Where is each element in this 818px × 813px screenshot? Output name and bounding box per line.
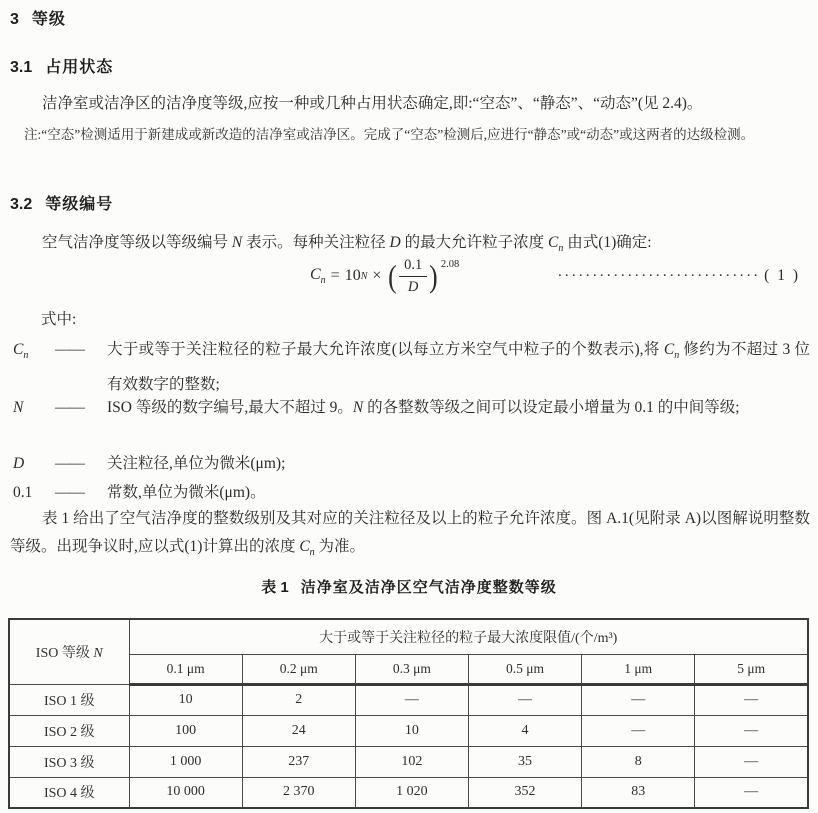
- chapter-number: 3: [10, 11, 19, 28]
- text-fragment: 空气洁净度等级以等级编号: [42, 234, 232, 251]
- definition-text-D: 关注粒径,单位为微米(μm);: [107, 455, 286, 472]
- value-cell: 2 370: [242, 777, 355, 808]
- note-text: “空态”检测适用于新建成或新改造的洁净室或洁净区。完成了“空态”检测后,应进行“静态”或“动态”或这两者的达级检测。: [41, 127, 755, 142]
- open-parenthesis: (: [388, 258, 397, 294]
- equation-leader-dots: ·····························: [557, 267, 761, 284]
- variable-letter: C: [663, 341, 675, 358]
- value-cell: —: [695, 684, 808, 715]
- definition-dash: ——: [55, 399, 84, 416]
- value-cell: 4: [468, 715, 581, 746]
- value-cell: 1 020: [355, 777, 468, 808]
- table-row-iso-1: [9, 684, 808, 715]
- value-cell: 2: [242, 684, 355, 715]
- corner-header-cell: [9, 619, 129, 684]
- variable-N: N: [352, 399, 364, 416]
- value-cell: 10: [129, 684, 242, 715]
- value-cell: —: [355, 684, 468, 715]
- section-3-2-title: 等级编号: [45, 196, 114, 213]
- variable-D: D: [389, 234, 401, 251]
- text-fragment: 的最大允许粒子浓度: [400, 234, 548, 251]
- value-cell: 10: [355, 715, 468, 746]
- column-header-5um: 5 μm: [695, 654, 808, 684]
- definition-text-Cn: [107, 336, 810, 399]
- value-cell: 83: [582, 777, 695, 808]
- variable-Cn-letter: C: [547, 234, 559, 251]
- section-3-2-number: 3.2: [10, 196, 33, 213]
- table-1-caption-title: 洁净室及洁净区空气洁净度整数等级: [300, 579, 557, 596]
- definition-Cn: [13, 336, 810, 399]
- corner-header-text: ISO 等级: [35, 645, 94, 661]
- text-fragment: 的各整数等级之间可以设定最小增量为 0.1 的中间等级;: [363, 399, 740, 416]
- definition-D: [13, 450, 810, 479]
- value-cell: 100: [129, 715, 242, 746]
- section-3-1-number: 3.1: [10, 59, 33, 76]
- column-header-0.1um: 0.1 μm: [129, 654, 242, 684]
- variable-subscript: n: [674, 350, 680, 362]
- iso-cleanliness-class-table: [8, 618, 809, 809]
- definition-term-N: N: [13, 399, 24, 416]
- definition-dash: ——: [55, 455, 84, 472]
- term-letter: C: [13, 341, 24, 358]
- multiplication-sign: ×: [372, 267, 382, 284]
- equation-1: [10, 254, 800, 298]
- definition-term-D: D: [13, 455, 25, 472]
- table-row-iso-2: [9, 715, 808, 746]
- text-fragment: 表示。每种关注粒径: [242, 234, 390, 251]
- value-cell: 24: [242, 715, 355, 746]
- definition-term-0-1: 0.1: [13, 484, 33, 501]
- section-3-1-heading: [10, 54, 113, 77]
- definition-text-0-1: 常数,单位为微米(μm)。: [107, 484, 266, 501]
- close-parenthesis: ): [429, 258, 438, 294]
- value-cell: —: [582, 684, 695, 715]
- note-block: [24, 121, 800, 150]
- variable-subscript: n: [309, 547, 315, 559]
- exponent-2-08: 2.08: [440, 258, 460, 270]
- row-label-cell: ISO 3 级: [9, 746, 129, 777]
- value-cell: 1 000: [129, 746, 242, 777]
- base-ten: 10: [344, 267, 361, 284]
- definition-0-1: [13, 479, 810, 508]
- fraction-denominator: D: [407, 278, 419, 295]
- paragraph-occupancy-states: 洁净室或洁净区的洁净度等级,应按一种或几种占用状态确定,即:“空态”、“静态”、“动态”(见 2.4)。: [42, 95, 703, 112]
- corner-header-variable-N: N: [93, 645, 103, 661]
- text-fragment: ISO 等级的数字编号,最大不超过 9。: [107, 399, 353, 416]
- table-row-iso-4: [9, 777, 808, 808]
- chapter-title: 等级: [31, 11, 66, 28]
- variable-Cn: [299, 538, 315, 559]
- value-cell: 35: [468, 746, 581, 777]
- fraction: [399, 256, 427, 295]
- table-1-caption-number: 表 1: [261, 579, 289, 596]
- value-cell: 352: [468, 777, 581, 808]
- column-header-0.2um: 0.2 μm: [242, 654, 355, 684]
- row-label-cell: ISO 2 级: [9, 715, 129, 746]
- where-label: 式中:: [41, 311, 77, 328]
- table-header-row-1: [9, 619, 808, 654]
- equation-lhs-subscript: n: [320, 275, 326, 287]
- value-cell: —: [695, 746, 808, 777]
- text-fragment: 表 1 给出了空气洁净度的整数级别及其对应的关注粒径及以上的粒子允许浓度。图 A.1(见附录 A)以图解说明整数等级。出现争议时,应以式(1)计算出的浓度: [10, 510, 810, 555]
- row-label-cell: ISO 4 级: [9, 777, 129, 808]
- variable-Cn: [547, 234, 564, 255]
- definition-term-Cn: [13, 336, 55, 399]
- text-fragment: 由式(1)确定:: [563, 234, 652, 251]
- table-header-row-2: [9, 654, 808, 684]
- value-cell: 237: [242, 746, 355, 777]
- table-row-iso-3: [9, 746, 808, 777]
- variable-N: N: [231, 234, 243, 251]
- paragraph-table-intro: [10, 505, 810, 567]
- column-header-0.5um: 0.5 μm: [468, 654, 581, 684]
- chapter-heading: [10, 6, 66, 29]
- value-cell: 102: [355, 746, 468, 777]
- span-header-cell: 大于或等于关注粒径的粒子最大浓度限值/(个/m³): [129, 619, 808, 654]
- text-fragment: 大于或等于关注粒径的粒子最大允许浓度(以每立方米空气中粒子的个数表示),将: [107, 341, 664, 358]
- equation-number: ( 1 ): [764, 267, 800, 284]
- exponent-N: N: [360, 270, 368, 282]
- definition-dash: ——: [55, 341, 84, 358]
- text-fragment: 修约为不超过 3 位有效数字的整数;: [107, 341, 810, 393]
- equation-lhs-Cn: [310, 266, 326, 286]
- term-subscript: n: [23, 350, 29, 362]
- definition-text-N: [107, 394, 810, 423]
- fraction-numerator: 0.1: [399, 256, 427, 276]
- table-1-caption: [0, 576, 818, 597]
- row-label-cell: ISO 1 级: [9, 684, 129, 715]
- definition-dash: ——: [55, 484, 84, 501]
- section-3-2-heading: [10, 191, 113, 214]
- value-cell: 10 000: [129, 777, 242, 808]
- equation-lhs-letter: C: [310, 265, 321, 283]
- value-cell: —: [695, 777, 808, 808]
- section-3-1-title: 占用状态: [45, 59, 114, 76]
- variable-Cn: [663, 341, 680, 362]
- variable-letter: C: [299, 538, 310, 555]
- column-header-0.3um: 0.3 μm: [355, 654, 468, 684]
- value-cell: —: [695, 715, 808, 746]
- equation-1-expression: [310, 256, 459, 295]
- definition-N: [13, 394, 810, 423]
- value-cell: —: [468, 684, 581, 715]
- value-cell: —: [582, 715, 695, 746]
- variable-Cn-subscript: n: [558, 243, 564, 255]
- value-cell: 8: [582, 746, 695, 777]
- text-fragment: 为准。: [314, 538, 366, 555]
- column-header-1um: 1 μm: [582, 654, 695, 684]
- equals-sign: =: [330, 267, 340, 284]
- note-label: 注:: [24, 127, 42, 142]
